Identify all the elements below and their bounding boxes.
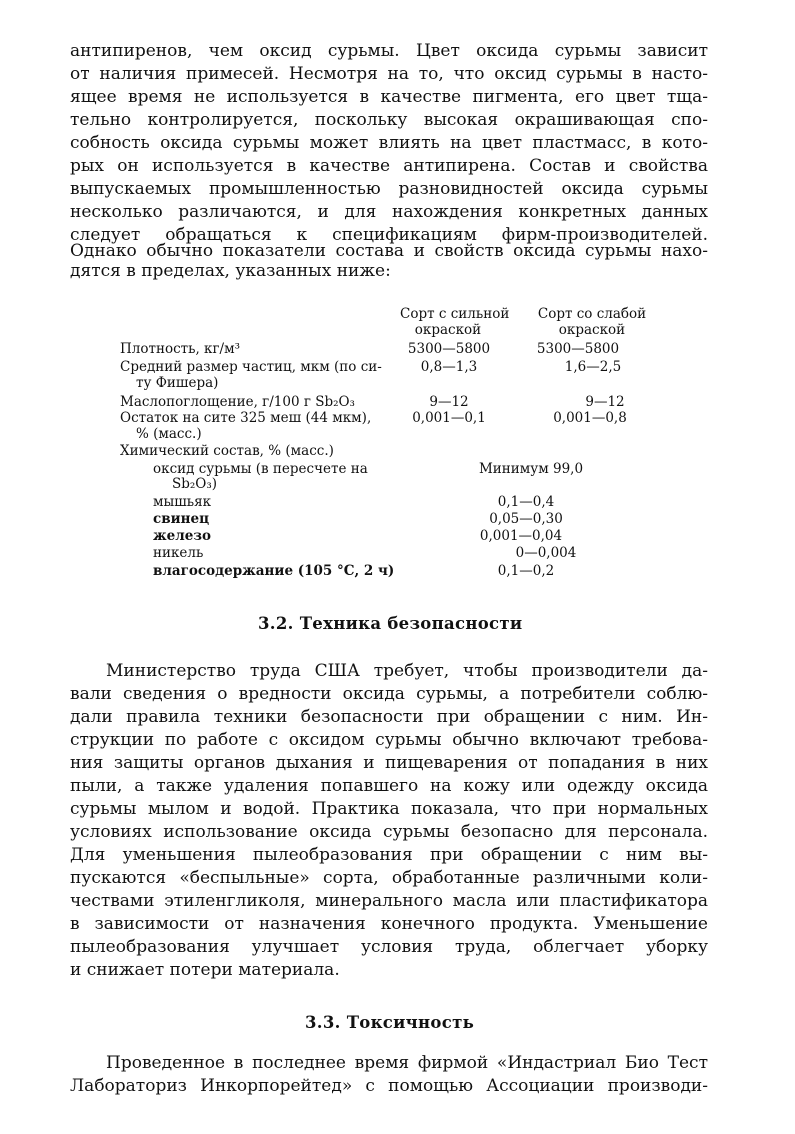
text-line: антипиренов, чем оксид сурьмы. Цвет оксида сурьмы зависит	[70, 41, 708, 61]
text-line: несколько различаются, и для нахождения конкретных данных	[70, 202, 708, 222]
row-label: Остаток на сите 325 меш (44 мкм),	[120, 410, 372, 426]
text-line: струкции по работе с оксидом сурьмы обычно включают требова-	[70, 730, 708, 750]
row-value-strong: 0,8—1,3	[420, 359, 478, 375]
row-value-strong: 0,001—0,1	[412, 410, 486, 426]
row-label: Плотность, кг/м³	[120, 341, 241, 357]
text-line: Проведенное в последнее время фирмой «Индастриал Био Тест	[106, 1053, 708, 1073]
text-line: Однако обычно показатели состава и свойств оксида сурьмы нахо-	[70, 241, 708, 261]
text-line: пыли, а также удаления попавшего на кожу или одежду оксида	[70, 776, 708, 796]
text-line: собность оксида сурьмы может влиять на цвет пластмасс, в кото-	[70, 133, 708, 153]
text-line: выпускаемых промышленностью разновидностей оксида сурьмы	[70, 179, 708, 199]
text-line: в зависимости от назначения конечного продукта. Уменьшение	[70, 914, 708, 934]
composition-label-line: мышьяк	[153, 494, 212, 510]
composition-value: 0,1—0,2	[497, 563, 555, 579]
row-value-weak: 0,001—0,8	[553, 410, 627, 426]
row-label: ту Фишера)	[136, 375, 219, 391]
composition-label-line: влагосодержание (105 °С, 2 ч)	[153, 563, 395, 579]
composition-label-line: железо	[153, 528, 211, 544]
section-heading: 3.3. Токсичность	[305, 1013, 475, 1032]
composition-label-line: оксид сурьмы (в пересчете на	[153, 461, 368, 477]
text-line: условиях использование оксида сурьмы безопасно для персонала.	[70, 822, 708, 842]
text-line: следует обращаться к спецификациям фирм-производителей.	[70, 225, 708, 245]
row-value-strong: 9—12	[429, 394, 469, 410]
composition-value: Минимум 99,0	[478, 461, 584, 477]
text-line: тельно контролируется, поскольку высокая окрашивающая спо-	[70, 110, 708, 130]
header-line: Сорт с сильной	[400, 306, 510, 322]
row-value-weak: 1,6—2,5	[564, 359, 622, 375]
header-line: Сорт со слабой	[537, 306, 647, 322]
text-line: дятся в пределах, указанных ниже:	[70, 261, 391, 281]
text-line: сурьмы мылом и водой. Практика показала, что при нормальных	[70, 799, 708, 819]
text-line: Лабораториз Инкорпорейтед» с помощью Ассоциации производи-	[70, 1076, 708, 1096]
text-line: пускаются «беспыльные» сорта, обработанные различными коли-	[70, 868, 708, 888]
row-value-weak: 9—12	[585, 394, 625, 410]
row-value-weak: 5300—5800	[536, 341, 620, 357]
text-line: вали сведения о вредности оксида сурьмы, а потребители соблю-	[70, 684, 708, 704]
text-line: Министерство труда США требует, чтобы производители да-	[106, 661, 708, 681]
header-line: окраской	[414, 322, 482, 338]
composition-label: Химический состав, % (масс.)	[120, 443, 334, 459]
text-line: рых он используется в качестве антипирена. Состав и свойства	[70, 156, 708, 176]
text-line: ния защиты органов дыхания и пищеварения от попадания в них	[70, 753, 708, 773]
text-line: и снижает потери материала.	[70, 960, 340, 980]
text-line: чествами этиленгликоля, минерального масла или пластификатора	[70, 891, 708, 911]
text-line: дали правила техники безопасности при обращении с ним. Ин-	[70, 707, 708, 727]
composition-value: 0,05—0,30	[489, 511, 563, 527]
composition-value: 0,1—0,4	[497, 494, 555, 510]
composition-label-line: Sb₂O₃)	[172, 476, 218, 492]
composition-value: 0—0,004	[515, 545, 577, 561]
text-line: пылеобразования улучшает условия труда, облегчает уборку	[70, 937, 708, 957]
section-heading: 3.2. Техника безопасности	[258, 614, 523, 633]
row-label: % (масс.)	[136, 426, 202, 442]
row-label: Средний размер частиц, мкм (по си-	[120, 359, 382, 375]
text-line: ящее время не используется в качестве пигмента, его цвет тща-	[70, 87, 708, 107]
row-value-strong: 5300—5800	[407, 341, 491, 357]
composition-label-line: никель	[153, 545, 204, 561]
row-label: Маслопоглощение, г/100 г Sb₂O₃	[120, 394, 355, 410]
composition-value: 0,001—0,04	[479, 528, 563, 544]
header-line: окраской	[558, 322, 626, 338]
text-line: от наличия примесей. Несмотря на то, что оксид сурьмы в насто-	[70, 64, 708, 84]
column-header-strong	[400, 306, 510, 338]
composition-label-line: свинец	[153, 511, 210, 527]
text-line: Для уменьшения пылеобразования при обращении с ним вы-	[70, 845, 708, 865]
column-header-weak	[532, 306, 652, 338]
